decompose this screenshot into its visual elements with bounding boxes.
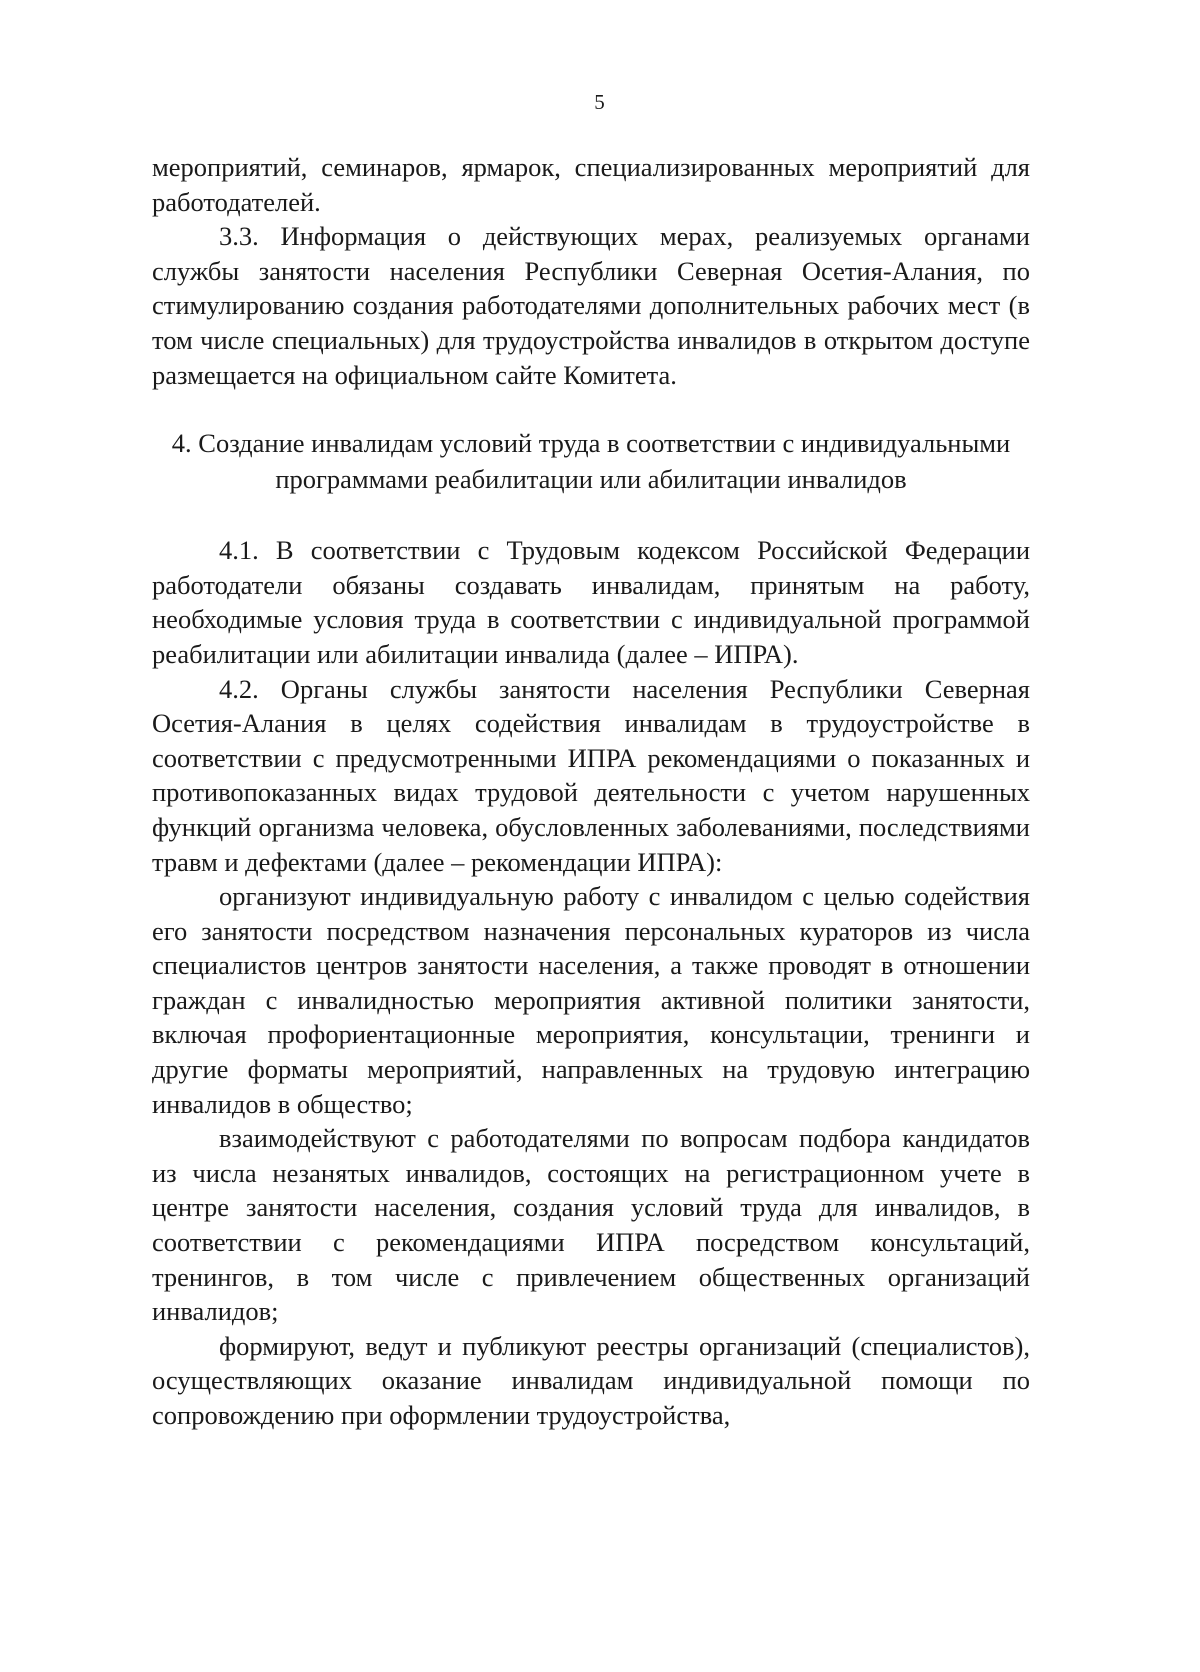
paragraph-organize: организуют индивидуальную работу с инвалидом с целью содействия его занятости посредством назначения персональных кураторов из числа специалистов центров занятости населения, а также проводят в отношении граждан с инвалидностью мероприятия активной политики занятости, включая профориентационные мероприятия, консультации, тренинги и другие форматы мероприятий, направленных на трудовую интеграцию инвалидов в общество; bbox=[152, 881, 1030, 1119]
section-heading-line-2: программами реабилитации или абилитации инвалидов bbox=[275, 464, 907, 495]
document-body bbox=[152, 150, 1030, 1433]
paragraph-registries: формируют, ведут и публикуют реестры организаций (специалистов), осуществляющих оказание инвалидам индивидуальной помощи по сопровождению при оформлении трудоустройства, bbox=[152, 1330, 1030, 1430]
paragraph-continuation: мероприятий, семинаров, ярмарок, специализированных мероприятий для работодателей. bbox=[152, 152, 1030, 217]
paragraph-4-1: 4.1. В соответствии с Трудовым кодексом Российской Федерации работодатели обязаны создавать инвалидам, принятым на работу, необходимые условия труда в соответствии с индивидуальной программой реабилитации или абилитации инвалида (далее – ИПРА). bbox=[152, 535, 1030, 669]
paragraph-3-3: 3.3. Информация о действующих мерах, реализуемых органами службы занятости населения Республики Северная Осетия-Алания, по стимулированию создания работодателями дополнительных рабочих мест (в том числе специальных) для трудоустройства инвалидов в открытом доступе размещается на официальном сайте Комитета. bbox=[152, 221, 1030, 390]
section-heading-line-1: 4. Создание инвалидам условий труда в соответствии с индивидуальными bbox=[171, 428, 1011, 459]
paragraph-4-2: 4.2. Органы службы занятости населения Республики Северная Осетия-Алания в целях содействия инвалидам в трудоустройстве в соответствии с предусмотренными ИПРА рекомендациями о показанных и противопоказанных видах трудовой деятельности с учетом нарушенных функций организма человека, обусловленных заболеваниями, последствиями травм и дефектами (далее – рекомендации ИПРА): bbox=[152, 673, 1030, 877]
paragraph-interact: взаимодействуют с работодателями по вопросам подбора кандидатов из числа незанятых инвалидов, состоящих на регистрационном учете в центре занятости населения, создания условий труда для инвалидов, в соответствии с рекомендациями ИПРА посредством консультаций, тренингов, в том числе с привлечением общественных организаций инвалидов; bbox=[152, 1123, 1030, 1327]
page-number: 5 bbox=[594, 90, 606, 114]
section-heading bbox=[152, 425, 1030, 497]
